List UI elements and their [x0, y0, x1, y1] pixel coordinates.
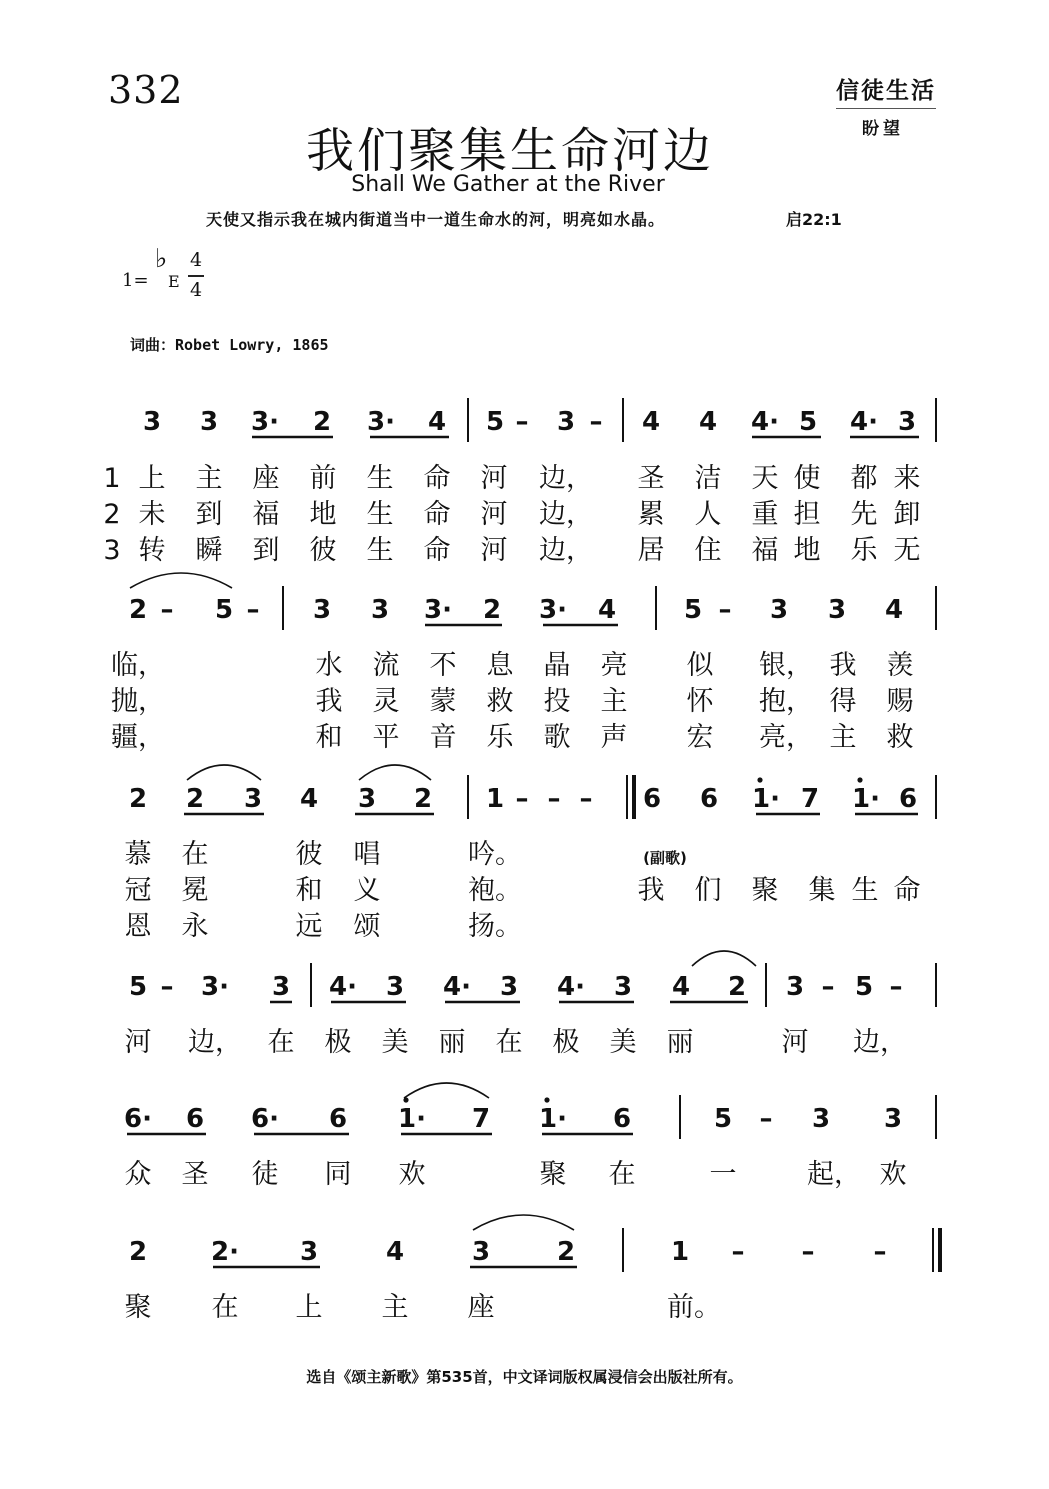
lyric-syllable: 唱: [353, 839, 381, 870]
hold-dash: –: [873, 1237, 887, 1267]
lyric-syllable: 前。: [667, 1292, 721, 1323]
lyric-syllable: 冠: [124, 875, 152, 906]
note: 3·: [367, 407, 395, 437]
lyric-syllable: 到: [195, 499, 223, 530]
hold-dash: –: [589, 407, 603, 437]
lyric-syllable: 座: [252, 463, 280, 494]
hymn-number: 332: [108, 68, 184, 112]
note: 4·: [329, 972, 357, 1002]
hold-dash: –: [889, 972, 903, 1002]
note: 3·: [201, 972, 229, 1002]
slur-arc: [473, 1215, 574, 1230]
lyric-syllable: 命: [423, 535, 451, 566]
category-label: 信徒生活: [836, 72, 936, 109]
lyric-syllable: 丽: [438, 1027, 466, 1058]
lyric-syllable: 义: [353, 875, 381, 906]
lyric-syllable: 命: [893, 875, 921, 906]
lyric-syllable: 地: [793, 535, 821, 566]
note: 5: [214, 595, 234, 625]
hold-dash: –: [160, 595, 174, 625]
lyric-syllable: 同: [324, 1159, 352, 1190]
note: 3: [370, 595, 390, 625]
verse-number: 2: [103, 499, 121, 530]
lyric-syllable: 我: [829, 650, 857, 681]
lyric-syllable: 集: [808, 875, 836, 906]
lyric-syllable: 边，: [539, 499, 593, 530]
lyric-syllable: 转: [138, 535, 166, 566]
lyric-syllable: 投: [543, 686, 571, 717]
lyric-syllable: 慕: [124, 839, 152, 870]
key-prefix: 1=: [122, 270, 149, 291]
lyric-syllable: 蒙: [429, 686, 457, 717]
note: 2: [482, 595, 502, 625]
note: 3: [312, 595, 332, 625]
high-octave-dot: [544, 1097, 549, 1102]
lyric-syllable: 远: [295, 911, 323, 942]
lyric-syllable: 众: [124, 1159, 152, 1190]
hold-dash: –: [547, 784, 561, 814]
lyric-syllable: 乐: [850, 535, 878, 566]
lyric-syllable: 颂: [353, 911, 381, 942]
lyric-syllable: 圣: [637, 463, 665, 494]
slur-arc: [359, 765, 431, 780]
lyric-syllable: 居: [637, 535, 665, 566]
lyric-syllable: 边，: [539, 535, 593, 566]
high-octave-dot: [757, 777, 762, 782]
note: 4: [385, 1237, 405, 1267]
note: 6·: [124, 1104, 152, 1134]
lyric-syllable: 生: [851, 875, 879, 906]
lyric-syllable: 生: [366, 463, 394, 494]
lyric-syllable: 命: [423, 499, 451, 530]
note: 5: [854, 972, 874, 1002]
note: 3: [357, 784, 377, 814]
lyric-syllable: 抛，: [111, 686, 165, 717]
note: 2: [128, 1237, 148, 1267]
lyric-syllable: 主: [381, 1292, 409, 1323]
note: 5: [485, 407, 505, 437]
lyric-syllable: 河: [480, 463, 508, 494]
key-note: E: [168, 272, 180, 291]
lyric-syllable: 彼: [295, 839, 323, 870]
lyric-syllable: 累: [637, 499, 665, 530]
lyric-syllable: 临，: [111, 650, 165, 681]
note: 3: [769, 595, 789, 625]
copyright-footer: 选自《颂主新歌》第535首，中文译词版权属浸信会出版社所有。: [306, 1368, 743, 1386]
lyric-syllable: 住: [694, 535, 722, 566]
note: 4·: [751, 407, 779, 437]
note: 5: [128, 972, 148, 1002]
lyric-syllable: 使: [793, 463, 821, 494]
note: 3: [199, 407, 219, 437]
lyric-syllable: 在: [495, 1027, 523, 1058]
lyric-syllable: 欢: [398, 1159, 426, 1190]
lyric-syllable: 扬。: [468, 911, 522, 942]
lyric-syllable: 吟。: [468, 839, 522, 870]
lyric-syllable: 人: [694, 499, 722, 530]
note: 2·: [211, 1237, 239, 1267]
lyric-syllable: 卸: [893, 499, 921, 530]
note: 2: [727, 972, 747, 1002]
english-title: Shall We Gather at the River: [351, 172, 665, 197]
lyric-syllable: 怀: [686, 686, 714, 717]
note: 2: [128, 595, 148, 625]
note: 6: [699, 784, 719, 814]
scripture-reference: 启22:1: [786, 210, 842, 229]
lyric-syllable: 河: [480, 535, 508, 566]
time-signature-top: 4: [190, 249, 203, 271]
lyric-syllable: 美: [609, 1027, 637, 1058]
lyric-syllable: 在: [211, 1292, 239, 1323]
key-flat-sign: ♭: [155, 244, 168, 274]
note: 6: [328, 1104, 348, 1134]
lyric-syllable: 极: [552, 1027, 580, 1058]
lyric-syllable: 似: [686, 650, 714, 681]
note: 1·: [398, 1104, 426, 1134]
note: 4: [641, 407, 661, 437]
lyric-syllable: 音: [429, 722, 457, 753]
note: 4·: [443, 972, 471, 1002]
slur-arc: [692, 951, 756, 966]
lyric-syllable: 平: [372, 722, 400, 753]
note: 3: [142, 407, 162, 437]
note: 4: [698, 407, 718, 437]
lyric-syllable: 主: [829, 722, 857, 753]
lyric-syllable: 主: [600, 686, 628, 717]
note: 3: [471, 1237, 491, 1267]
lyric-syllable: 亮，: [759, 722, 813, 753]
slur-arc: [187, 765, 261, 780]
note: 1·: [752, 784, 780, 814]
high-octave-dot: [857, 777, 862, 782]
note: 2: [413, 784, 433, 814]
lyric-syllable: 银，: [759, 650, 813, 681]
lyric-syllable: 聚: [124, 1292, 152, 1323]
lyric-syllable: 命: [423, 463, 451, 494]
lyric-syllable: 上: [138, 463, 166, 494]
lyric-syllable: 赐: [886, 686, 914, 717]
time-signature-bottom: 4: [190, 279, 203, 301]
subcategory-label: 盼望: [862, 119, 904, 139]
lyric-syllable: 都: [850, 463, 878, 494]
note: 6: [898, 784, 918, 814]
lyric-syllable: 在: [267, 1027, 295, 1058]
note: 5: [683, 595, 703, 625]
lyric-syllable: 欢: [879, 1159, 907, 1190]
note: 3·: [251, 407, 279, 437]
note: 1·: [852, 784, 880, 814]
lyric-syllable: 边，: [853, 1027, 907, 1058]
lyric-syllable: 一: [709, 1159, 737, 1190]
lyric-syllable: 灵: [372, 686, 400, 717]
note: 4: [884, 595, 904, 625]
verse-number: 3: [103, 535, 121, 566]
lyric-syllable: 无: [893, 535, 921, 566]
lyric-syllable: 冕: [181, 875, 209, 906]
lyric-syllable: 瞬: [195, 535, 223, 566]
lyric-syllable: 亮: [600, 650, 628, 681]
lyric-syllable: 流: [372, 650, 400, 681]
lyric-syllable: 得: [829, 686, 857, 717]
lyric-syllable: 羡: [886, 650, 914, 681]
note: 3: [897, 407, 917, 437]
lyric-syllable: 恩: [124, 911, 152, 942]
slur-arc: [130, 573, 232, 588]
lyric-syllable: 丽: [666, 1027, 694, 1058]
lyric-syllable: 宏: [686, 722, 714, 753]
note: 5: [713, 1104, 733, 1134]
lyric-syllable: 徒: [251, 1159, 279, 1190]
note: 3: [385, 972, 405, 1002]
hold-dash: –: [759, 1104, 773, 1134]
hold-dash: –: [821, 972, 835, 1002]
lyric-syllable: 们: [694, 875, 722, 906]
scripture-verse: 天使又指示我在城内街道当中一道生命水的河，明亮如水晶。: [206, 210, 666, 229]
note: 1·: [539, 1104, 567, 1134]
lyric-syllable: 歌: [543, 722, 571, 753]
lyric-syllable: 生: [366, 535, 394, 566]
note: 3·: [539, 595, 567, 625]
hold-dash: –: [246, 595, 260, 625]
lyric-syllable: 聚: [751, 875, 779, 906]
lyric-syllable: 救: [486, 686, 514, 717]
note: 3: [811, 1104, 831, 1134]
note: 2: [185, 784, 205, 814]
note: 3: [613, 972, 633, 1002]
lyric-syllable: 水: [315, 650, 343, 681]
note: 1: [485, 784, 505, 814]
lyric-syllable: 先: [850, 499, 878, 530]
note: 2: [312, 407, 332, 437]
lyric-syllable: 福: [751, 535, 779, 566]
note: 2: [128, 784, 148, 814]
lyric-syllable: 福: [252, 499, 280, 530]
hold-dash: –: [515, 407, 529, 437]
lyric-syllable: 圣: [181, 1159, 209, 1190]
lyric-syllable: 担: [793, 499, 821, 530]
lyric-syllable: 生: [366, 499, 394, 530]
hold-dash: –: [515, 784, 529, 814]
lyric-syllable: 上: [295, 1292, 323, 1323]
note: 6: [612, 1104, 632, 1134]
note: 4: [597, 595, 617, 625]
lyric-syllable: 洁: [694, 463, 722, 494]
note: 3: [556, 407, 576, 437]
lyric-syllable: 美: [381, 1027, 409, 1058]
lyric-syllable: 永: [181, 911, 209, 942]
lyric-syllable: 不: [429, 650, 457, 681]
note: 7: [471, 1104, 491, 1134]
lyric-syllable: 聚: [539, 1159, 567, 1190]
slur-arc: [404, 1083, 489, 1098]
lyric-syllable: 极: [324, 1027, 352, 1058]
hold-dash: –: [801, 1237, 815, 1267]
hymn-title: 我们聚集生命河边: [305, 123, 714, 179]
lyric-syllable: 天: [751, 463, 779, 494]
lyric-syllable: 河: [124, 1027, 152, 1058]
note: 7: [800, 784, 820, 814]
note: 6: [642, 784, 662, 814]
hold-dash: –: [731, 1237, 745, 1267]
lyric-syllable: 和: [295, 875, 323, 906]
note: 3: [271, 972, 291, 1002]
note: 6: [185, 1104, 205, 1134]
note: 1: [670, 1237, 690, 1267]
lyric-syllable: 地: [309, 499, 337, 530]
note: 4: [427, 407, 447, 437]
lyric-syllable: 息: [486, 650, 514, 681]
note: 3: [299, 1237, 319, 1267]
composer-credit: 词曲：Robet Lowry, 1865: [130, 336, 329, 354]
lyric-syllable: 河: [480, 499, 508, 530]
lyric-syllable: 座: [467, 1292, 495, 1323]
lyric-syllable: 在: [181, 839, 209, 870]
note: 3: [785, 972, 805, 1002]
lyric-syllable: 我: [315, 686, 343, 717]
lyric-syllable: 彼: [309, 535, 337, 566]
lyric-syllable: 声: [600, 722, 628, 753]
note: 4: [299, 784, 319, 814]
lyric-syllable: 在: [608, 1159, 636, 1190]
note: 4: [671, 972, 691, 1002]
lyric-syllable: 来: [893, 463, 921, 494]
lyric-syllable: 边，: [539, 463, 593, 494]
lyric-syllable: 我: [637, 875, 665, 906]
note: 6·: [251, 1104, 279, 1134]
note: 3: [499, 972, 519, 1002]
note: 3: [243, 784, 263, 814]
note: 4·: [557, 972, 585, 1002]
note: 4·: [850, 407, 878, 437]
lyric-syllable: 到: [252, 535, 280, 566]
chorus-label: (副歌): [643, 849, 687, 867]
lyric-syllable: 起，: [807, 1159, 861, 1190]
note: 2: [556, 1237, 576, 1267]
lyric-syllable: 主: [195, 463, 223, 494]
lyric-syllable: 边，: [188, 1027, 242, 1058]
lyric-syllable: 晶: [543, 650, 571, 681]
lyric-syllable: 救: [886, 722, 914, 753]
hold-dash: –: [160, 972, 174, 1002]
lyric-syllable: 未: [138, 499, 166, 530]
lyric-syllable: 袍。: [468, 875, 522, 906]
hold-dash: –: [718, 595, 732, 625]
lyric-syllable: 前: [309, 463, 337, 494]
lyric-syllable: 重: [751, 499, 779, 530]
lyric-syllable: 抱，: [759, 686, 813, 717]
lyric-syllable: 乐: [486, 722, 514, 753]
note: 3: [827, 595, 847, 625]
note: 3·: [424, 595, 452, 625]
lyric-syllable: 河: [781, 1027, 809, 1058]
note: 3: [883, 1104, 903, 1134]
lyric-syllable: 疆，: [111, 722, 165, 753]
hold-dash: –: [579, 784, 593, 814]
note: 5: [798, 407, 818, 437]
verse-number: 1: [103, 463, 121, 494]
lyric-syllable: 和: [315, 722, 343, 753]
